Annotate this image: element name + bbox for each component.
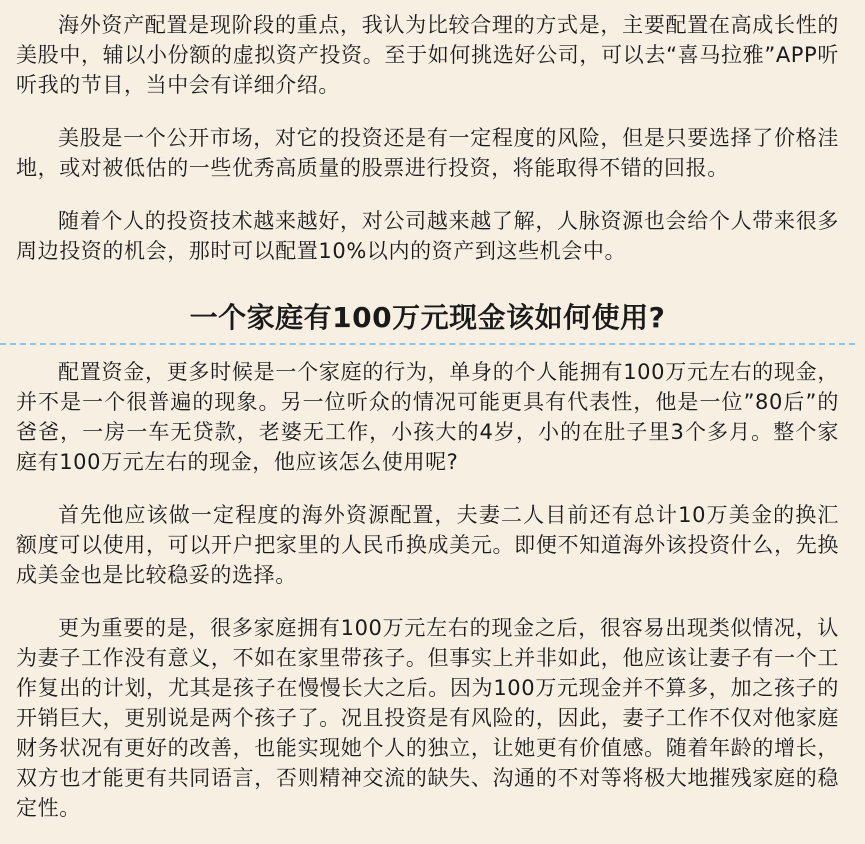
paragraph-currency-exchange: 首先他应该做一定程度的海外资源配置，夫妻二人目前还有总计10万美金的换汇额度可以使用，可以开户把家里的人民币换成美元。即便不知道海外该投资什么，先换成美金也是比较稳妥的选择。	[16, 503, 839, 587]
paragraph-family-funds: 配置资金，更多时候是一个家庭的行为，单身的个人能拥有100万元左右的现金，并不是一个很普遍的现象。另一位听众的情况可能更具有代表性，他是一位”80后”的爸爸，一房一车无贷款，老婆无工作，小孩大的4岁，小的在肚子里3个多月。整个家庭有100万元左右的现金，他应该怎么使用呢?	[16, 360, 839, 474]
paragraph-wife-work: 更为重要的是，很多家庭拥有100万元左右的现金之后，很容易出现类似情况，认为妻子工作没有意义，不如在家里带孩子。但事实上并非如此，他应该让妻子有一个工作复出的计划，尤其是孩子在慢慢长大之后。因为100万元现金并不算多，加之孩子的开销巨大，更别说是两个孩子了。况且投资是有风险的，因此，妻子工作不仅对他家庭财务状况有更好的改善，也能实现她个人的独立，让她更有价值感。随着年龄的增长，双方也才能更有共同语言，否则精神交流的缺失、沟通的不对等将极大地摧残家庭的稳定性。	[16, 616, 839, 820]
dashed-divider	[0, 343, 855, 345]
paragraph-network-opportunities: 随着个人的投资技术越来越好，对公司越来越了解，人脉资源也会给个人带来很多周边投资的机会，那时可以配置10%以内的资产到这些机会中。	[16, 209, 839, 263]
section-heading: 一个家庭有100万元现金该如何使用?	[189, 301, 666, 334]
paragraph-us-stocks: 美股是一个公开市场，对它的投资还是有一定程度的风险，但是只要选择了价格洼地，或对被低估的一些优秀高质量的股票进行投资，将能取得不错的回报。	[16, 126, 839, 180]
paragraph-overseas-allocation: 海外资产配置是现阶段的重点，我认为比较合理的方式是，主要配置在高成长性的美股中，辅以小份额的虚拟资产投资。至于如何挑选好公司，可以去“喜马拉雅”APP听听我的节目，当中会有详细介绍。	[16, 13, 839, 97]
